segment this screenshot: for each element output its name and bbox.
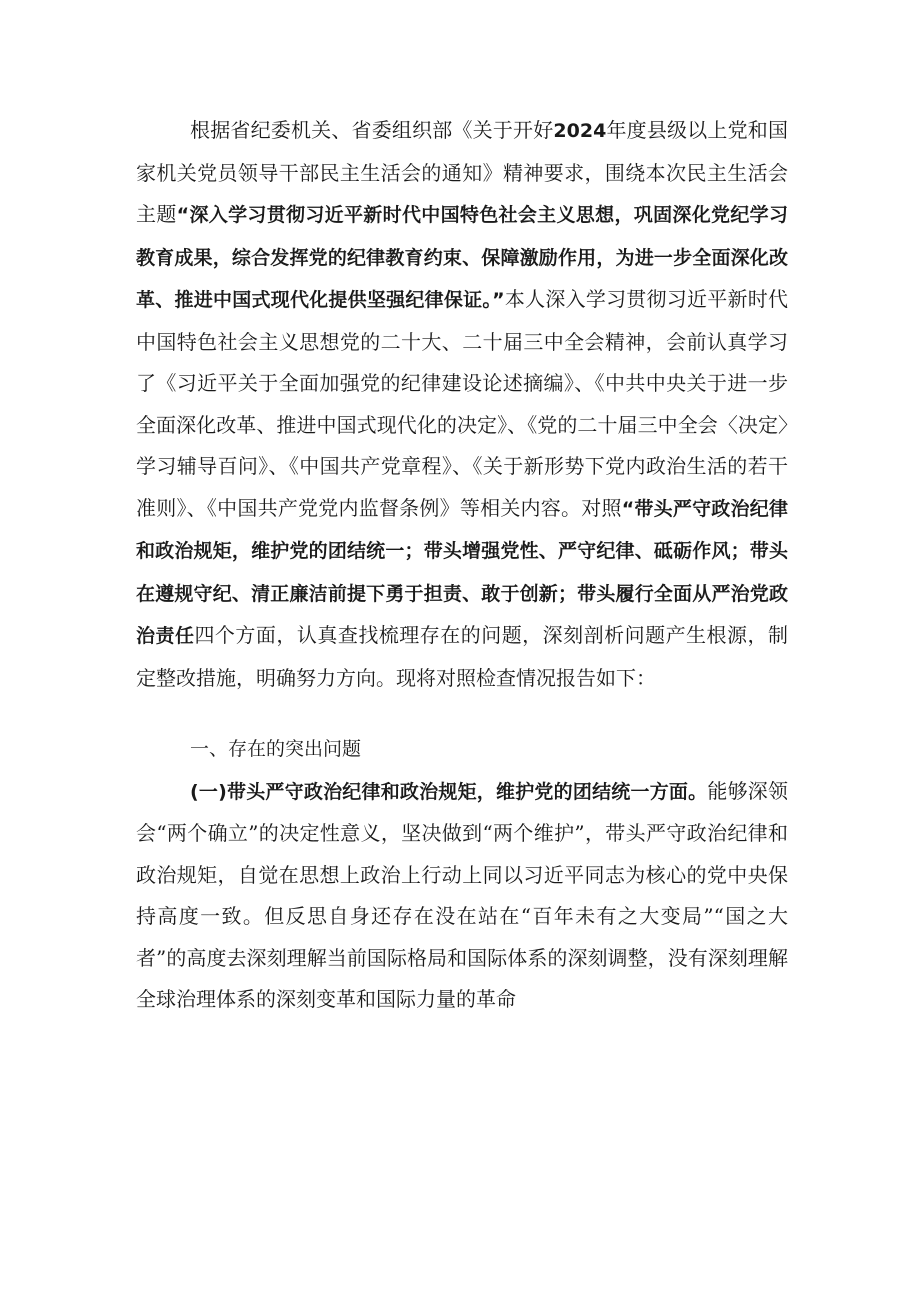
intro-text-4: 四个方面，认真查找梳理存在的问题，深刻剖析问题产生根源，制定整改措施，明确努力方向。现将对照检查情况报告如下： — [136, 623, 788, 690]
subsection-body: 能够深领会“两个确立”的决定性意义，坚决做到“两个维护”，带头严守政治纪律和政治规矩，自觉在思想上政治上行动上同以习近平同志为核心的党中央保持高度一致。但反思自身还存在没在站在“百年未有之大变局”“国之大者”的高度去深刻理解当前国际格局和国际体系的深刻调整，没有深刻理解全球治理体系的深刻变革和国际力量的革命 — [136, 778, 789, 1011]
intro-year: 2024 — [553, 120, 607, 142]
intro-text-1: 根据省纪委机关、省委组织部《关于开好 — [190, 118, 554, 142]
subsection-title: (一)带头严守政治纪律和政治规矩，维护党的团结统一方面。 — [190, 780, 708, 803]
section-heading — [136, 729, 788, 771]
subsection-paragraph — [136, 771, 788, 1021]
intro-text-2: 年度县级以上党和国家机关党员领导干部民主生活会的通知》精神要求，围绕本次民主生活会主题 — [136, 118, 789, 226]
document-body — [136, 110, 788, 1021]
section-heading-text: 一、存在的突出问题 — [190, 738, 362, 760]
four-aspects: “带头严守政治纪律和政治规矩，维护党的团结统一；带头增强党性、严守纪律、砥砺作风；带头在遵规守纪、清正廉洁前提下勇于担责、敢于创新；带头履行全面从严治党政治责任 — [136, 497, 788, 647]
intro-paragraph — [136, 110, 788, 699]
intro-text-3: 本人深入学习贯彻习近平新时代中国特色社会主义思想党的二十大、二十届三中全会精神，会前认真学习了《习近平关于全面加强党的纪律建设论述摘编》、《中共中央关于进一步全面深化改革、推进中国式现代化的决定》、《党的二十届三中全会〈决定〉学习辅导百问》、《中国共产党章程》、《关于新形势下党内政治生活的若干准则》、《中国共产党党内监督条例》等相关内容。对照 — [136, 287, 789, 520]
meeting-theme: “深入学习贯彻习近平新时代中国特色社会主义思想，巩固深化党纪学习教育成果，综合发挥党的纪律教育约束、保障激励作用，为进一步全面深化改革、推进中国式现代化提供坚强纪律保证。” — [136, 204, 788, 311]
